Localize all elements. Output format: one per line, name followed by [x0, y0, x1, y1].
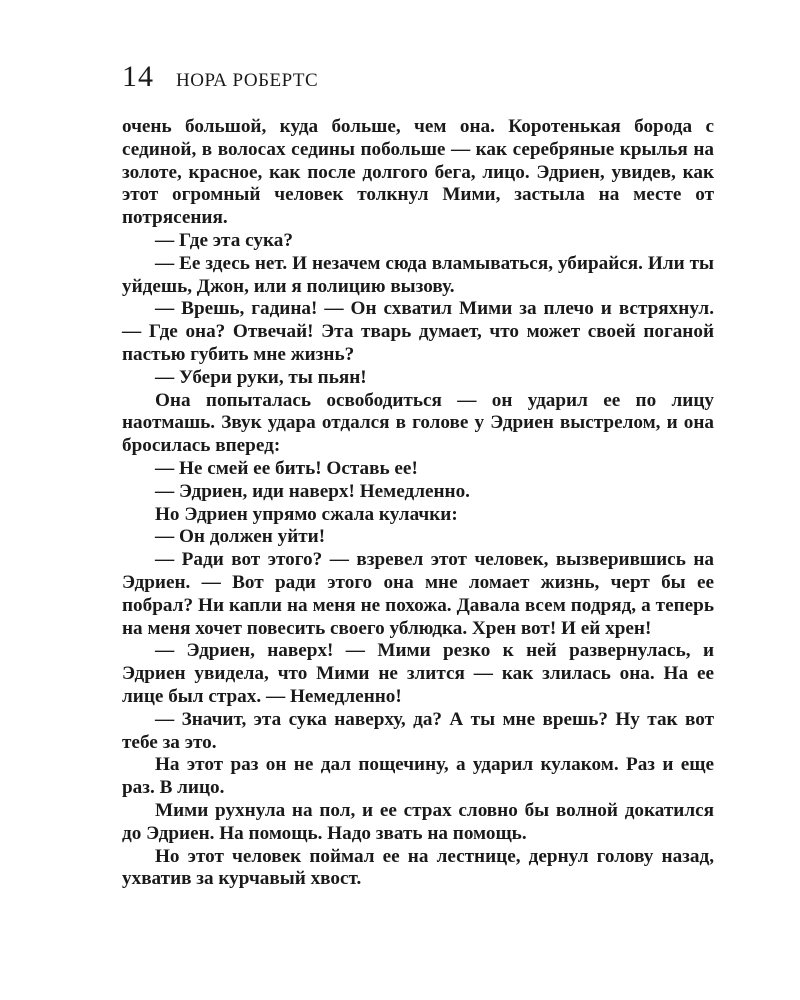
paragraph: Но Эдриен упрямо сжала кулачки: [155, 503, 458, 525]
paragraph: — Убери руки, ты пьян! [155, 366, 367, 388]
paragraph: Мими рухнула на пол, и ее страх словно бы волной докатился до Эдриен. На помощь. Надо звать на помощь. [122, 799, 714, 844]
paragraph: Она попыталась освободиться — он ударил ее по лицу наотмашь. Звук удара отдался в голове у Эдриен выстрелом, и она бросилась вперед: [122, 389, 714, 457]
paragraph: — Значит, эта сука наверху, да? А ты мне врешь? Ну так вот тебе за это. [122, 708, 714, 753]
book-author: НОРА РОБЕРТС [176, 70, 319, 91]
paragraph: — Он должен уйти! [155, 526, 326, 548]
running-header [122, 62, 714, 102]
paragraph: — Ее здесь нет. И незачем сюда вламываться, убирайся. Или ты уйдешь, Джон, или я полицию вызову. [122, 252, 714, 297]
paragraph: очень большой, куда больше, чем она. Коротенькая борода с сединой, в волосах седины побольше — как серебряные крылья на золоте, красное, как после долгого бега, лицо. Эдриен, увидев, как этот огромный человек толкнул Мими, застыла на месте от потрясения. [122, 116, 714, 229]
paragraph: — Эдриен, иди наверх! Немедленно. [155, 480, 470, 502]
paragraph: На этот раз он не дал пощечину, а ударил кулаком. Раз и еще раз. В лицо. [122, 754, 714, 799]
paragraph: — Не смей ее бить! Оставь ее! [155, 457, 418, 479]
paragraph: — Ради вот этого? — взревел этот человек, вызверившись на Эдриен. — Вот ради этого она мне ломает жизнь, черт бы ее побрал? Ни капли на меня не похожа. Давала всем подряд, а теперь на меня хочет повесить своего ублюдка. Хрен вот! И ей хрен! [122, 549, 714, 639]
paragraph: Но этот человек поймал ее на лестнице, дернул голову назад, ухватив за курчавый хвост. [122, 845, 714, 890]
book-page [122, 62, 714, 891]
page-number: 14 [122, 60, 154, 93]
body-text [122, 116, 714, 891]
paragraph: — Врешь, гадина! — Он схватил Мими за плечо и встряхнул. — Где она? Отвечай! Эта тварь думает, что может своей поганой пастью губить мне жизнь? [122, 298, 714, 365]
paragraph: — Эдриен, наверх! — Мими резко к ней развернулась, и Эдриен увидела, что Мими не злится — как злилась она. На ее лице был страх. — Немедленно! [122, 640, 714, 707]
paragraph: — Где эта сука? [155, 229, 293, 251]
